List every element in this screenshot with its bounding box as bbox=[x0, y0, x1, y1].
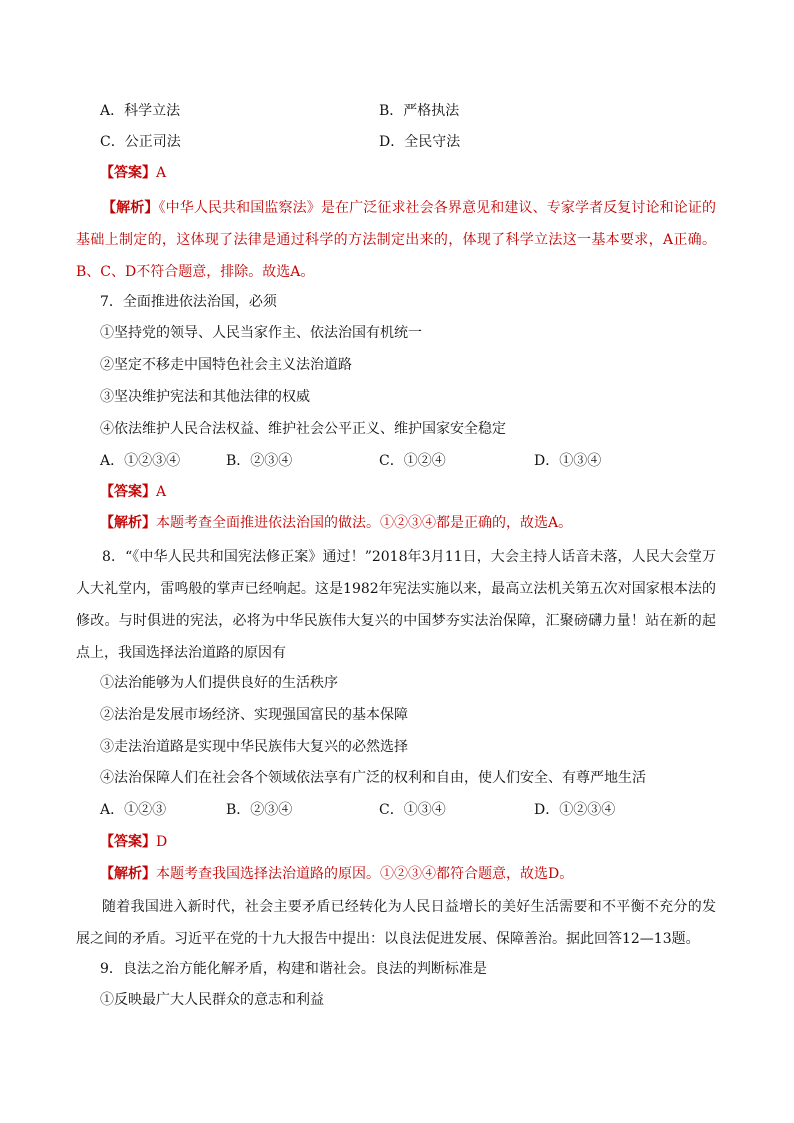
q8-option-a: A．①②③ bbox=[100, 802, 167, 818]
q8-option-c: C．①③④ bbox=[379, 802, 446, 818]
analysis-tag: 【解析】 bbox=[100, 866, 156, 882]
q7-analysis bbox=[100, 513, 572, 533]
q7-stem: 7．全面推进依法治国，必须 bbox=[100, 294, 277, 310]
q8-option-d: D．①②③④ bbox=[534, 802, 616, 818]
q9-stem: 9．良法之治方能化解矛盾，构建和谐社会。良法的判断标准是 bbox=[100, 961, 487, 977]
q6-option-d: D．全民守法 bbox=[379, 134, 461, 150]
analysis-tag: 【解析】 bbox=[102, 200, 159, 216]
q6-option-c: C．公正司法 bbox=[100, 134, 181, 150]
answer-tag: 【答案】 bbox=[100, 165, 156, 181]
answer-tag: 【答案】 bbox=[100, 484, 156, 500]
q7-option-c: C．①②④ bbox=[379, 453, 446, 469]
q8-answer bbox=[100, 832, 167, 852]
q7-item-4: ④依法维护人民合法权益、维护社会公平正义、维护国家安全稳定 bbox=[100, 421, 506, 437]
q6-answer bbox=[100, 163, 166, 183]
q7-option-d: D．①③④ bbox=[534, 453, 602, 469]
q8-item-4: ④法治保障人们在社会各个领域依法享有广泛的权利和自由，使人们安全、有尊严地生活 bbox=[100, 770, 646, 786]
q7-item-2: ②坚定不移走中国特色社会主义法治道路 bbox=[100, 357, 352, 373]
q7-answer bbox=[100, 482, 166, 502]
analysis-tag: 【解析】 bbox=[100, 515, 156, 531]
q7-option-b: B．②③④ bbox=[226, 453, 293, 469]
intro-paragraph: 随着我国进入新时代，社会主要矛盾已经转化为人民日益增长的美好生活需要和不平衡不充分的发展之间的矛盾。习近平在党的十九大报告中提出：以良法促进发展、保障善治。据此回答12—13题。 bbox=[76, 899, 716, 947]
analysis-text: 本题考查我国选择法治道路的原因。①②③④都符合题意，故选D。 bbox=[156, 866, 574, 882]
q8-analysis bbox=[100, 864, 573, 884]
q8-item-3: ③走法治道路是实现中华民族伟大复兴的必然选择 bbox=[100, 739, 408, 755]
q6-analysis bbox=[76, 192, 716, 288]
answer-value: A bbox=[156, 165, 167, 181]
q7-option-a: A．①②③④ bbox=[100, 453, 181, 469]
q6-option-a: A．科学立法 bbox=[100, 103, 181, 119]
analysis-text: 本题考查全面推进依法治国的做法。①②③④都是正确的，故选A。 bbox=[156, 515, 573, 531]
q6-option-b: B．严格执法 bbox=[379, 103, 460, 119]
answer-value: A bbox=[156, 484, 167, 500]
analysis-text: 《中华人民共和国监察法》是在广泛征求社会各界意见和建议、专家学者反复讨论和论证的基础上制定的，这体现了法律是通过科学的方法制定出来的，体现了科学立法这一基本要求，A正确。B、C、D不符合题意，排除。故选A。 bbox=[76, 200, 717, 280]
answer-value: D bbox=[156, 834, 168, 850]
q7-item-3: ③坚决维护宪法和其他法律的权威 bbox=[100, 389, 310, 405]
q8-stem: 8．“《中华人民共和国宪法修正案》通过！”2018年3月11日，大会主持人话音未落，人民大会堂万人大礼堂内，雷鸣般的掌声已经响起。这是1982年宪法实施以来，最高立法机关第五次对国家根本法的修改。与时俱进的宪法，必将为中华民族伟大复兴的中国梦夯实法治保障，汇聚磅礴力量！站在新的起点上，我国选择法治道路的原因有 bbox=[76, 549, 716, 661]
q8-option-b: B．②③④ bbox=[226, 802, 293, 818]
q9-item-1: ①反映最广大人民群众的意志和利益 bbox=[100, 992, 324, 1008]
q8-item-1: ①法治能够为人们提供良好的生活秩序 bbox=[100, 675, 338, 691]
answer-tag: 【答案】 bbox=[100, 834, 156, 850]
q7-item-1: ①坚持党的领导、人民当家作主、依法治国有机统一 bbox=[100, 325, 422, 341]
q8-item-2: ②法治是发展市场经济、实现强国富民的基本保障 bbox=[100, 707, 408, 723]
